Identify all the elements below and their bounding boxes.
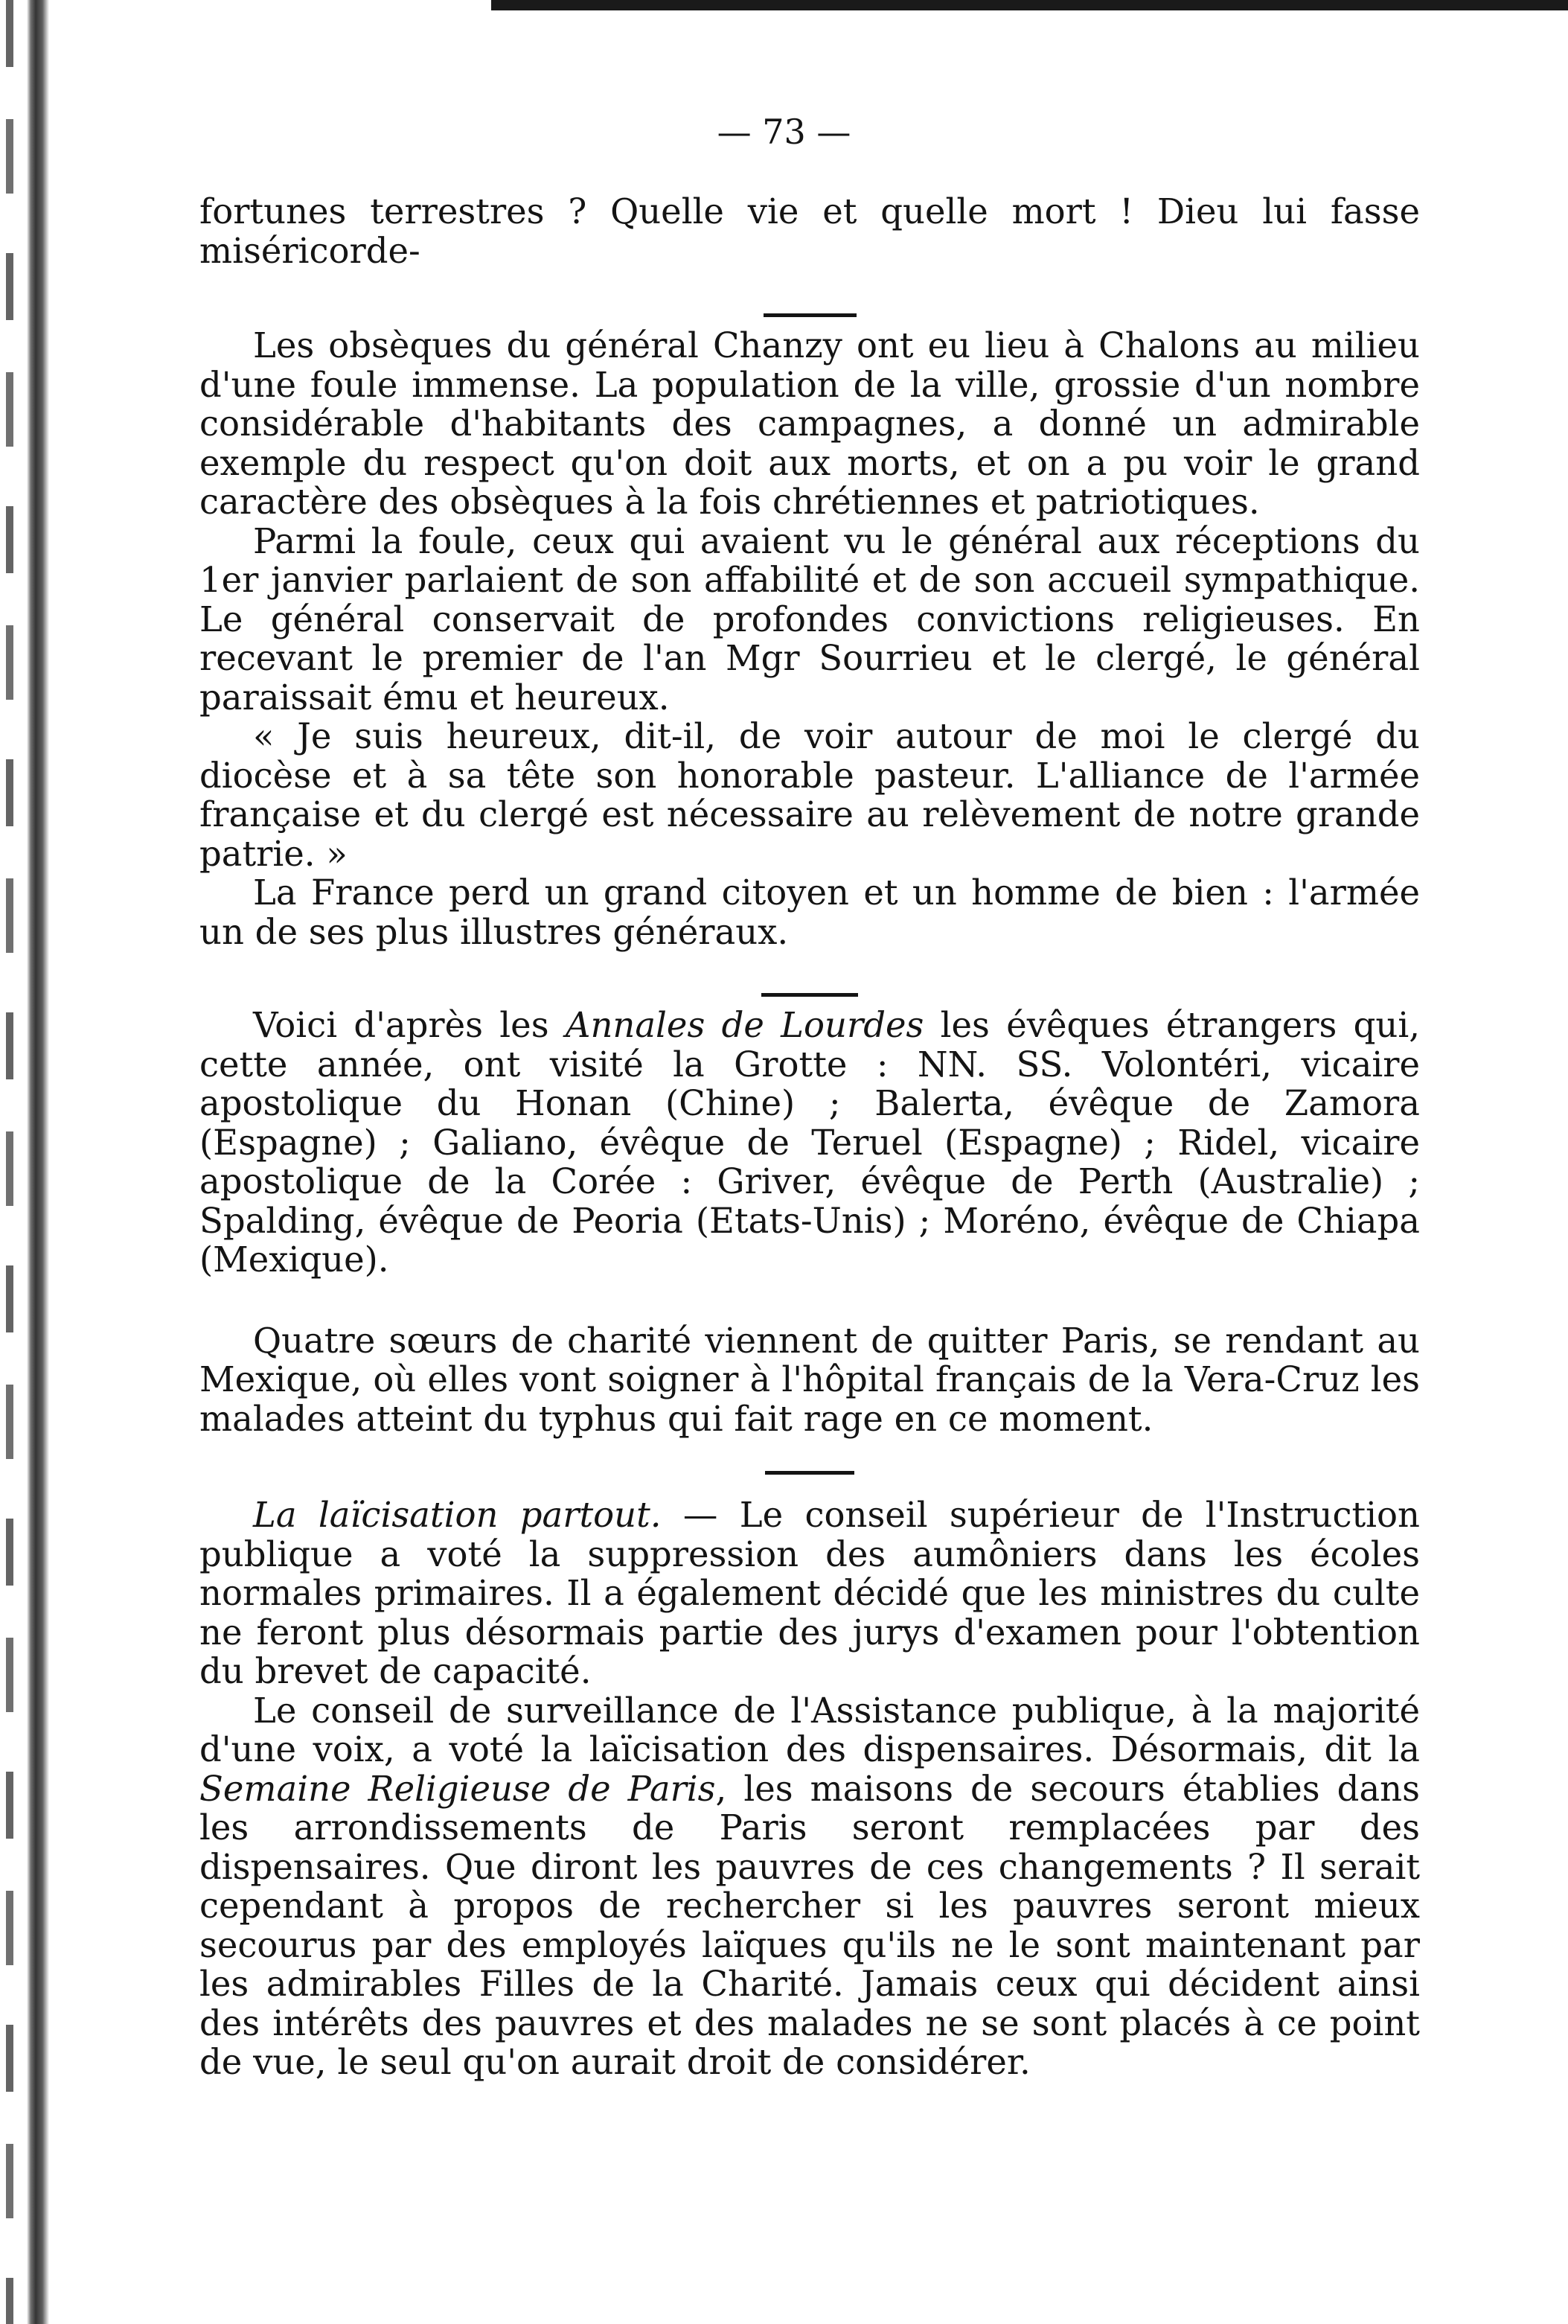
assistance-publique-paragraph xyxy=(199,1691,1420,2082)
assistance-body-text: , les maisons de secours établies dans les arrondissements de Paris seront remplacées par des dispensaires. Que diront les pauvres de ces changements ? Il serait cependant à propos de rechercher si les pauvres seront mieux secourus par des employés laïques qu'ils ne le sont maintenant par les admirables Filles de la Charité. Jamais ceux qui décident ainsi des intérêts des pauvres et des malades ne se sont placés à ce point de vue, le seul qu'on aurait droit de considérer. xyxy=(199,1768,1420,2082)
page-body xyxy=(199,192,1420,2082)
lourdes-bishops-paragraph xyxy=(199,1006,1420,1280)
section-divider xyxy=(761,993,858,997)
laicisation-heading: La laïcisation partout. xyxy=(253,1495,662,1535)
page-number: — 73 — xyxy=(717,112,851,152)
laicisation-text: — Le conseil supérieur de l'Instruction publique a voté la suppression des aumôniers dans les écoles normales primaires. Il a également décidé que les ministres du culte ne feront plus désormais partie des jurys d'examen pour l'obtention du brevet de capacité. xyxy=(199,1495,1420,1691)
assistance-intro-text: Le conseil de surveillance de l'Assistance publique, à la majorité d'une voix, a voté la laïcisation des dispensaires. Désormais, dit la xyxy=(199,1690,1420,1769)
section-divider xyxy=(765,1471,854,1475)
chanzy-funeral-paragraph: Les obsèques du général Chanzy ont eu lieu à Chalons au milieu d'une foule immense. La population de la ville, grossie d'un nombre considérable d'habitants des campagnes, a donné un admirable exemple du respect qu'on doit aux morts, et on a pu voir le grand caractère des obsèques à la fois chrétiennes et patriotiques. xyxy=(199,325,1420,522)
chanzy-closing-paragraph: La France perd un grand citoyen et un homme de bien : l'armée un de ses plus illustres généraux. xyxy=(199,872,1420,952)
scan-page-edge xyxy=(27,0,49,2324)
chanzy-reception-paragraph: Parmi la foule, ceux qui avaient vu le général aux réceptions du 1er janvier parlaient de son affabilité et de son accueil sympathique. Le général conservait de profondes convictions religieuses. En recevant le premier de l'an Mgr Sourrieu et le clergé, le général paraissait ému et heureux. xyxy=(199,520,1420,718)
section-gap xyxy=(199,1280,1420,1321)
sisters-of-charity-paragraph: Quatre sœurs de charité viennent de quitter Paris, se rendant au Mexique, où elles vont soigner à l'hôpital français de la Vera-Cruz les malades atteint du typhus qui fait rage en ce moment. xyxy=(199,1320,1420,1439)
chanzy-quote-paragraph: « Je suis heureux, dit-il, de voir autour de moi le clergé du diocèse et à sa tête son honorable pasteur. L'alliance de l'armée française et du clergé est nécessaire au relèvement de notre grande patrie. » xyxy=(199,716,1420,874)
semaine-religieuse-title: Semaine Religieuse de Paris xyxy=(199,1768,716,1809)
lourdes-annals-title: Annales de Lourdes xyxy=(565,1005,924,1045)
scan-top-border xyxy=(491,0,1568,10)
lourdes-bishops-text: les évêques étrangers qui, cette année, ont visité la Grotte : NN. SS. Volontéri, vicaire apostolique du Honan (Chine) ; Balerta, évêque de Zamora (Espagne) ; Galiano, évêque de Teruel (Espagne) ; Ridel, vicaire apostolique de la Corée : Griver, évêque de Perth (Australie) ; Spalding, évêque de Peoria (Etats-Unis) ; Moréno, évêque de Chiapa (Mexique). xyxy=(199,1005,1421,1280)
laicisation-paragraph xyxy=(199,1495,1420,1691)
section-divider xyxy=(764,313,857,317)
lourdes-intro-text: Voici d'après les xyxy=(253,1005,566,1045)
continuation-paragraph: fortunes terrestres ? Quelle vie et quelle mort ! Dieu lui fasse miséricorde- xyxy=(199,191,1420,271)
scan-binding-shadow xyxy=(6,0,13,2324)
